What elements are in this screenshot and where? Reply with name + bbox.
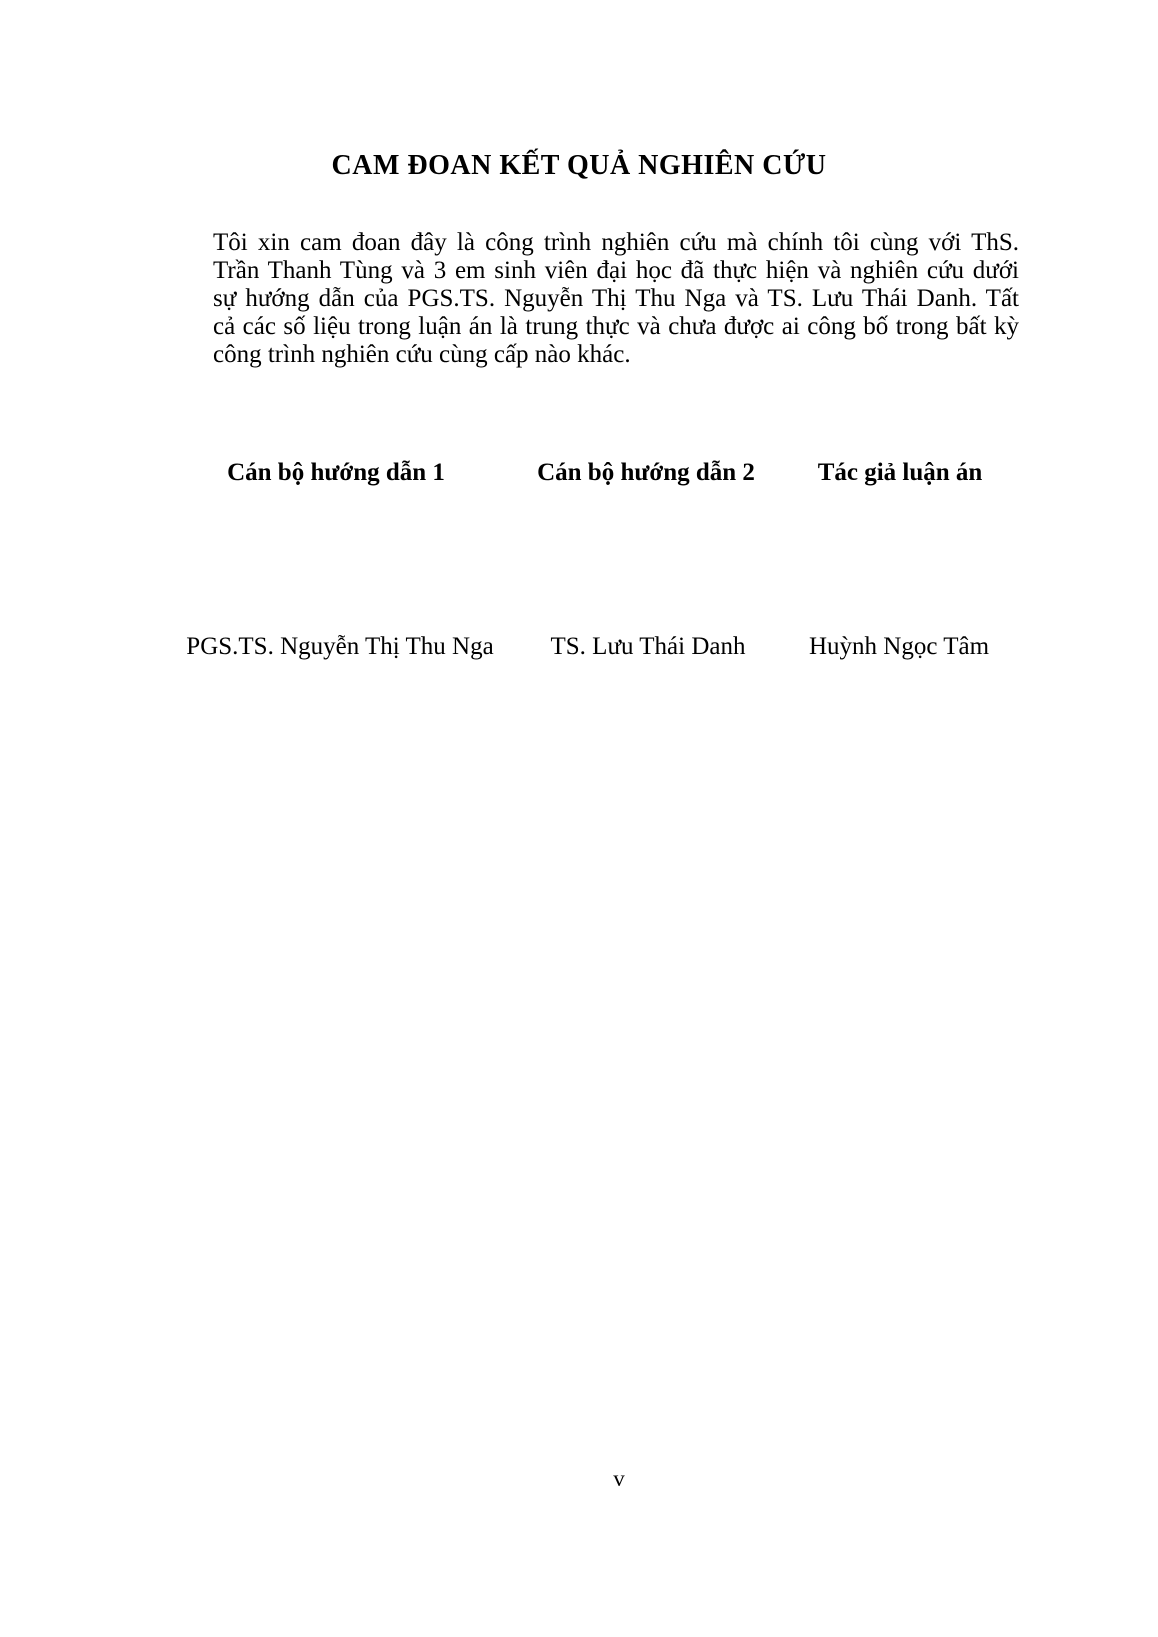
signature-role-supervisor-1: Cán bộ hướng dẫn 1 bbox=[227, 459, 445, 486]
paragraph-line: công trình nghiên cứu cùng cấp nào khác. bbox=[213, 341, 631, 368]
paragraph-line: sự hướng dẫn của PGS.TS. Nguyễn Thị Thu Nga và TS. Lưu Thái Danh. Tất bbox=[213, 285, 1019, 312]
page-number: v bbox=[613, 1466, 625, 1491]
signature-role-supervisor-2: Cán bộ hướng dẫn 2 bbox=[537, 459, 755, 486]
paragraph-line: cả các số liệu trong luận án là trung thực và chưa được ai công bố trong bất kỳ bbox=[213, 313, 1019, 340]
signature-name-supervisor-2: TS. Lưu Thái Danh bbox=[550, 633, 746, 660]
paragraph-line: Tôi xin cam đoan đây là công trình nghiên cứu mà chính tôi cùng với ThS. bbox=[213, 229, 1019, 256]
page-title: CAM ĐOAN KẾT QUẢ NGHIÊN CỨU bbox=[331, 149, 827, 181]
signature-name-author: Huỳnh Ngọc Tâm bbox=[808, 633, 990, 660]
signature-role-author: Tác giả luận án bbox=[817, 459, 983, 486]
signature-name-supervisor-1: PGS.TS. Nguyễn Thị Thu Nga bbox=[186, 633, 494, 660]
declaration-paragraph bbox=[213, 229, 1019, 369]
paragraph-line: Trần Thanh Tùng và 3 em sinh viên đại học đã thực hiện và nghiên cứu dưới bbox=[213, 257, 1019, 284]
